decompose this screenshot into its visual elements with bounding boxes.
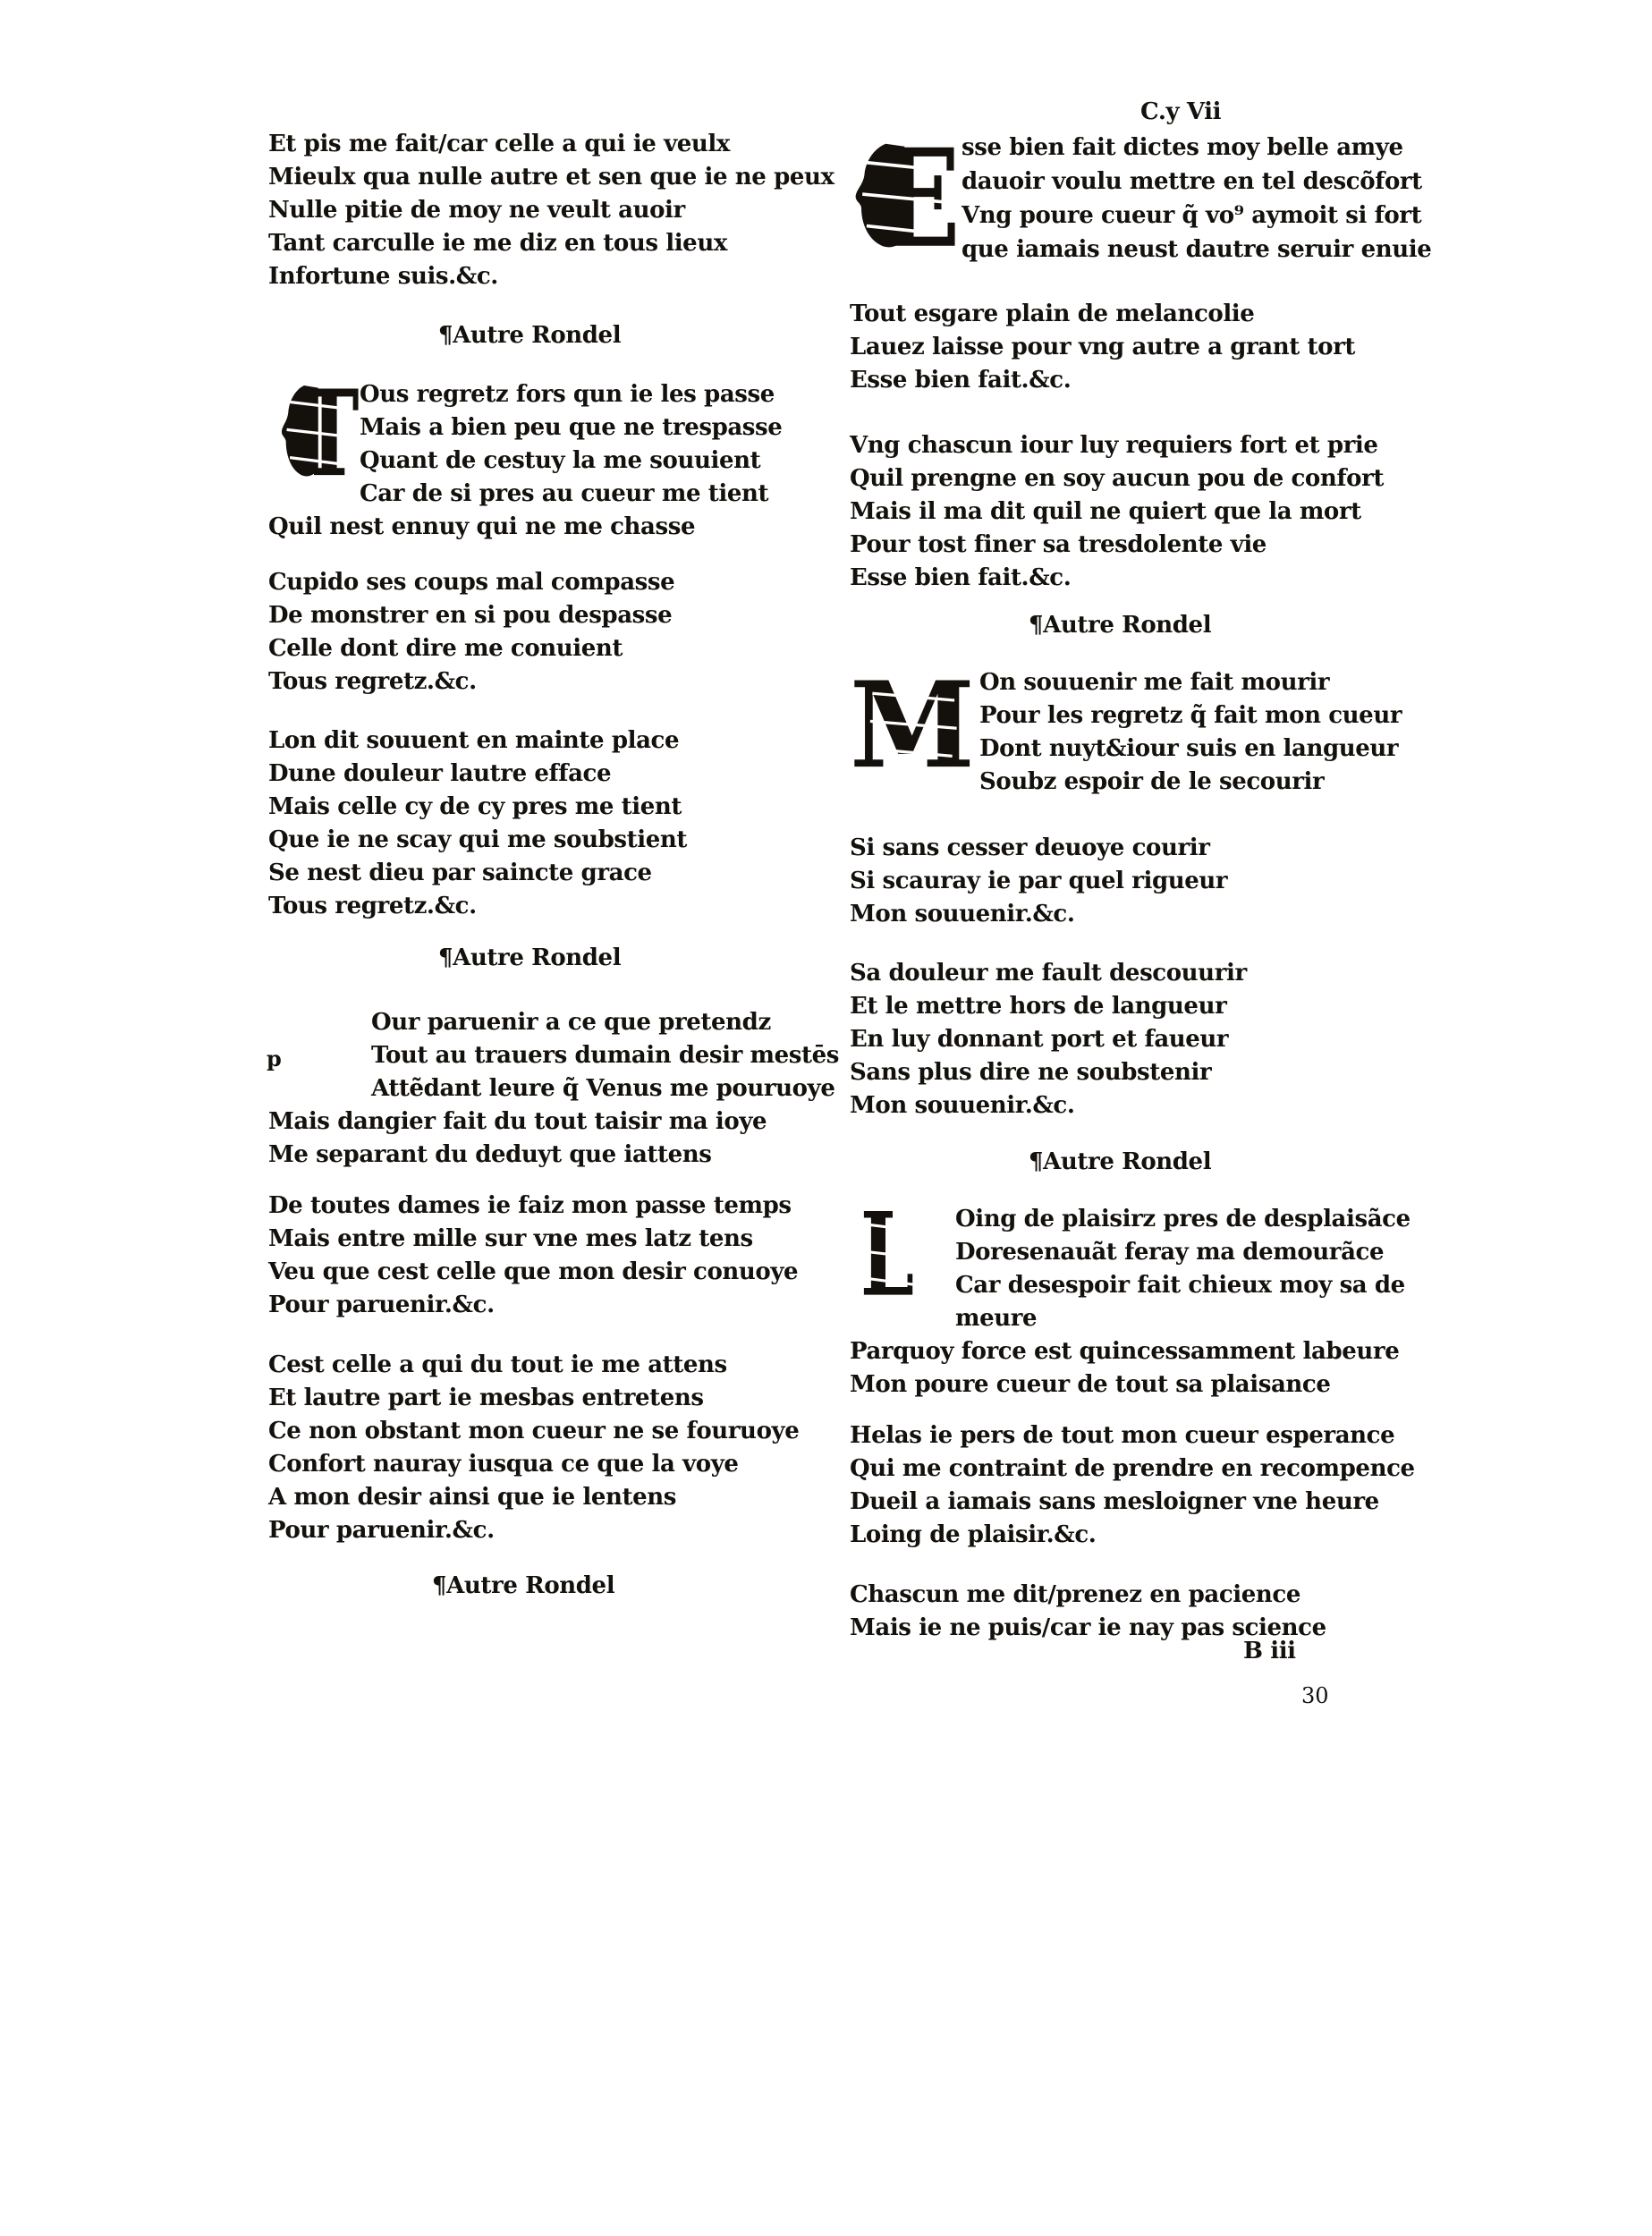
poem-line: Sa douleur me fault descouurir bbox=[850, 960, 1247, 987]
poem-line: Infortune suis.&c. bbox=[268, 263, 498, 290]
poem-line: Si sans cesser deuoye courir bbox=[850, 834, 1210, 861]
poem-line: Our paruenir a ce que pretendz bbox=[371, 1009, 771, 1036]
poem-line: Lon dit souuent en mainte place bbox=[268, 727, 680, 754]
poem-line: Mon poure cueur de tout sa plaisance bbox=[850, 1371, 1331, 1398]
folio-header: C.y Vii bbox=[1140, 98, 1222, 125]
poem-line: Mieulx qua nulle autre et sen que ie ne peux bbox=[268, 164, 834, 191]
poem-line: Esse bien fait.&c. bbox=[850, 564, 1072, 591]
poem-line: Veu que cest celle que mon desir conuoye bbox=[268, 1258, 799, 1285]
poem-line: Oing de plaisirz pres de desplaisãce bbox=[955, 1206, 1411, 1232]
woodcut-initial-m bbox=[850, 655, 975, 795]
poem-line: Mais ie ne puis/car ie nay pas science bbox=[850, 1614, 1326, 1641]
poem-line: Mon souuenir.&c. bbox=[850, 1092, 1075, 1119]
guide-letter-p: p bbox=[267, 1046, 282, 1071]
page-number: 30 bbox=[1301, 1683, 1329, 1708]
poem-line: Helas ie pers de tout mon cueur esperance bbox=[850, 1422, 1395, 1449]
poem-line: Quant de cestuy la me souuient bbox=[360, 447, 761, 474]
poem-line: Ous regretz fors qun ie les passe bbox=[360, 381, 775, 408]
poem-line: Loing de plaisir.&c. bbox=[850, 1521, 1097, 1548]
poem-line: Tout au trauers dumain desir mestēs bbox=[371, 1042, 839, 1069]
poem-line: Confort nauray iusqua ce que la voye bbox=[268, 1451, 739, 1478]
poem-line: Pour paruenir.&c. bbox=[268, 1517, 495, 1544]
poem-line: Car de si pres au cueur me tient bbox=[360, 480, 769, 507]
poem-line: Mais celle cy de cy pres me tient bbox=[268, 793, 682, 820]
poem-line: Se nest dieu par saincte grace bbox=[268, 860, 652, 886]
rondel-heading: ¶Autre Rondel bbox=[438, 944, 622, 971]
poem-line: dauoir voulu mettre en tel descõfort bbox=[962, 168, 1422, 195]
svg-text:T: T bbox=[299, 363, 360, 504]
poem-line: Cupido ses coups mal compasse bbox=[268, 569, 675, 596]
rondel-heading: ¶Autre Rondel bbox=[438, 322, 622, 349]
rondel-heading: ¶Autre Rondel bbox=[432, 1572, 615, 1599]
poem-line: De toutes dames ie faiz mon passe temps bbox=[268, 1192, 792, 1219]
poem-line: Quil prengne en soy aucun pou de confort bbox=[850, 465, 1384, 492]
poem-line: que iamais neust dautre seruir enuie bbox=[962, 236, 1432, 263]
poem-line: Cest celle a qui du tout ie me attens bbox=[268, 1351, 727, 1378]
poem-line: Mon souuenir.&c. bbox=[850, 901, 1075, 927]
poem-line: Qui me contraint de prendre en recompence bbox=[850, 1455, 1415, 1482]
poem-line: Parquoy force est quincessamment labeure bbox=[850, 1338, 1400, 1365]
poem-line: Pour tost finer sa tresdolente vie bbox=[850, 531, 1267, 558]
poem-line: Dune douleur lautre efface bbox=[268, 760, 612, 787]
poem-line: Nulle pitie de moy ne veult auoir bbox=[268, 197, 685, 224]
rondel-heading: ¶Autre Rondel bbox=[1029, 1148, 1212, 1175]
poem-line: Et le mettre hors de langueur bbox=[850, 993, 1227, 1020]
rondel-heading: ¶Autre Rondel bbox=[1029, 612, 1212, 639]
woodcut-initial-l bbox=[850, 1186, 925, 1323]
poem-line: Tant carculle ie me diz en tous lieux bbox=[268, 230, 727, 257]
poem-line: En luy donnant port et faueur bbox=[850, 1026, 1229, 1053]
poem-line: Lauez laisse pour vng autre a grant tort bbox=[850, 334, 1355, 360]
poem-line: Chascun me dit/prenez en pacience bbox=[850, 1581, 1300, 1608]
poem-line: Et lautre part ie mesbas entretens bbox=[268, 1385, 704, 1411]
poem-line: De monstrer en si pou despasse bbox=[268, 602, 673, 629]
poem-line: Attẽdant leure q̃ Venus me pouruoye bbox=[371, 1075, 835, 1102]
quire-signature: B iii bbox=[1243, 1638, 1296, 1664]
poem-line: Celle dont dire me conuient bbox=[268, 635, 623, 662]
poem-line: Quil nest ennuy qui ne me chasse bbox=[268, 513, 696, 540]
svg-text:L: L bbox=[860, 1186, 915, 1323]
poem-line: Soubz espoir de le secourir bbox=[979, 768, 1325, 795]
poem-line: Mais entre mille sur vne mes latz tens bbox=[268, 1225, 753, 1252]
poem-line: Dueil a iamais sans mesloigner vne heure bbox=[850, 1488, 1379, 1515]
poem-line: Esse bien fait.&c. bbox=[850, 367, 1072, 394]
poem-line: Tout esgare plain de melancolie bbox=[850, 301, 1255, 327]
poem-line: Mais il ma dit quil ne quiert que la mort bbox=[850, 498, 1361, 525]
poem-line: Dont nuyt&iour suis en langueur bbox=[979, 735, 1399, 762]
poem-line: A mon desir ainsi que ie lentens bbox=[268, 1484, 676, 1511]
poem-line: Ce non obstant mon cueur ne se fouruoye bbox=[268, 1418, 800, 1444]
poem-line: Pour paruenir.&c. bbox=[268, 1292, 495, 1318]
poem-line: sse bien fait dictes moy belle amye bbox=[962, 134, 1403, 161]
poem-line: Pour les regretz q̃ fait mon cueur bbox=[979, 702, 1402, 729]
poem-line: Doresenauãt feray ma demourãce bbox=[955, 1239, 1385, 1266]
woodcut-initial-e bbox=[850, 120, 961, 279]
poem-line: Vng chascun iour luy requiers fort et prie bbox=[850, 432, 1378, 459]
poem-line: meure bbox=[955, 1305, 1038, 1332]
svg-text:E: E bbox=[878, 120, 961, 279]
poem-line: Que ie ne scay qui me soubstient bbox=[268, 826, 687, 853]
poem-line: Tous regretz.&c. bbox=[268, 668, 477, 695]
poem-line: Sans plus dire ne soubstenir bbox=[850, 1059, 1212, 1086]
woodcut-initial-t bbox=[277, 363, 360, 504]
poem-line: Tous regretz.&c. bbox=[268, 893, 477, 919]
svg-text:M: M bbox=[850, 655, 975, 795]
poem-line: Et pis me fait/car celle a qui ie veulx bbox=[268, 131, 731, 157]
poem-line: Vng poure cueur q̃ vo⁹ aymoit si fort bbox=[962, 202, 1422, 229]
poem-line: Mais dangier fait du tout taisir ma ioye bbox=[268, 1108, 767, 1135]
poem-line: Si scauray ie par quel rigueur bbox=[850, 868, 1228, 894]
poem-line: Car desespoir fait chieux moy sa de bbox=[955, 1272, 1405, 1299]
poem-line: Mais a bien peu que ne trespasse bbox=[360, 414, 783, 441]
poem-line: On souuenir me fait mourir bbox=[979, 669, 1330, 696]
poem-line: Me separant du deduyt que iattens bbox=[268, 1141, 712, 1168]
